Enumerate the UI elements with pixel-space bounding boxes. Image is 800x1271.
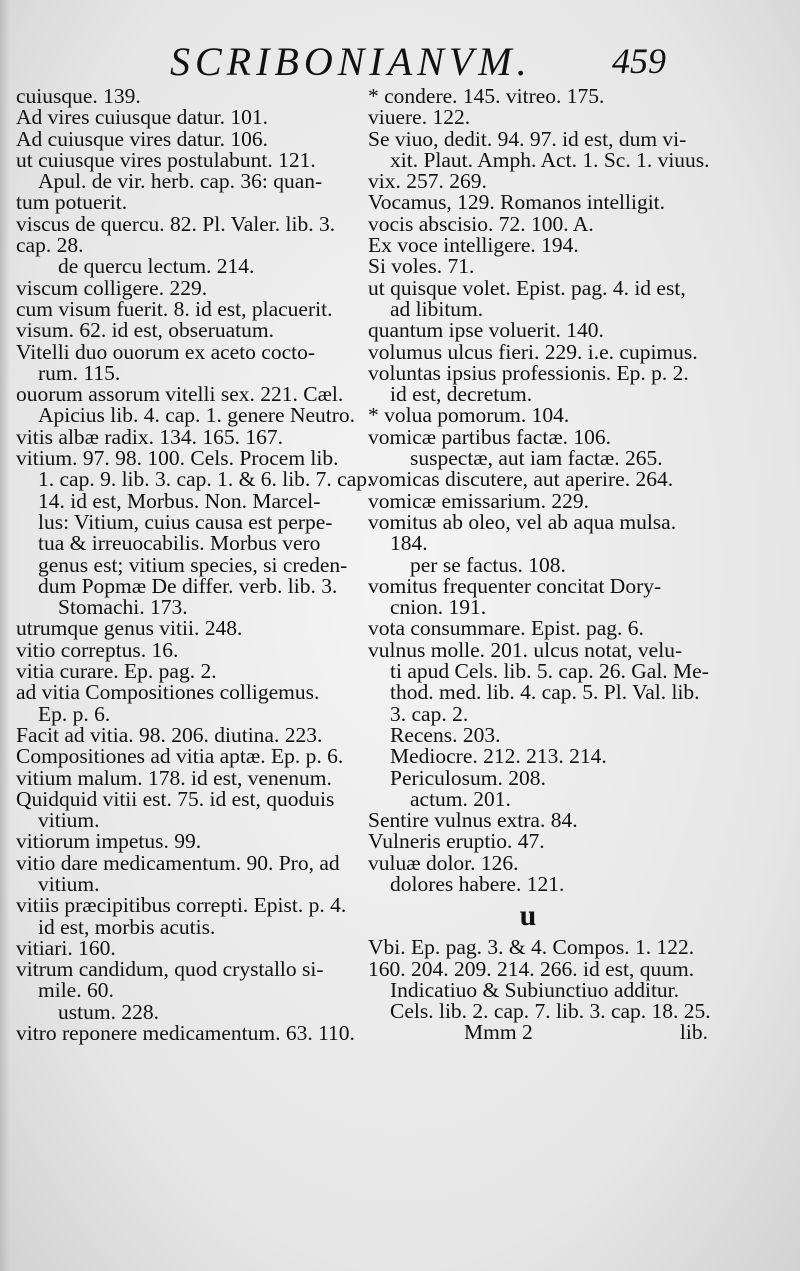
- index-line: vulnus molle. 201. ulcus notat, velu-: [368, 637, 683, 662]
- index-line: Apul. de vir. herb. cap. 36: quan-: [38, 169, 323, 194]
- index-column-right: [368, 84, 711, 1045]
- index-line: vocis abscisio. 72. 100. A.: [368, 211, 594, 236]
- index-line: Recens. 203.: [390, 722, 501, 747]
- index-line: quantum ipse voluerit. 140.: [368, 318, 604, 343]
- index-line: id est, decretum.: [390, 382, 533, 407]
- index-line: lus: Vitium, cuius causa est perpe-: [38, 509, 333, 534]
- index-line: id est, morbis acutis.: [38, 914, 216, 939]
- index-line: 14. id est, Morbus. Non. Marcel-: [38, 488, 321, 513]
- index-line: vitiis præcipitibus correpti. Epist. p. 4.: [16, 893, 347, 918]
- index-line: vota consummare. Epist. pag. 6.: [368, 616, 644, 641]
- index-line: Compositiones ad vitia aptæ. Ep. p. 6.: [16, 744, 344, 769]
- index-line: cuiusque. 139.: [16, 84, 141, 108]
- index-line: mile. 60.: [38, 978, 114, 1003]
- index-line: vitis albæ radix. 134. 165. 167.: [16, 424, 283, 449]
- index-line: 160. 204. 209. 214. 266. id est, quum.: [368, 956, 695, 981]
- index-line: tum potuerit.: [16, 190, 128, 215]
- index-line: utrumque genus vitii. 248.: [16, 616, 243, 641]
- index-line: Cels. lib. 2. cap. 7. lib. 3. cap. 18. 25.: [390, 999, 711, 1024]
- index-line: Vulneris eruptio. 47.: [368, 829, 545, 854]
- page-number: 459: [612, 41, 666, 81]
- index-line: vitium. 97. 98. 100. Cels. Procem lib.: [16, 446, 339, 471]
- index-line: vitium malum. 178. id est, venenum.: [16, 765, 332, 790]
- index-line: Vitelli duo ouorum ex aceto cocto-: [16, 339, 316, 364]
- index-line: suspectæ, aut iam factæ. 265.: [410, 446, 663, 471]
- index-line: 1. cap. 9. lib. 3. cap. 1. & 6. lib. 7. cap.: [38, 467, 373, 492]
- index-line: ad libitum.: [390, 296, 484, 321]
- signature-line: [368, 1022, 708, 1043]
- page-header: [0, 38, 800, 88]
- index-line: vitia curare. Ep. pag. 2.: [16, 659, 217, 684]
- page-edge-shadow: [0, 0, 10, 1271]
- index-line: vitiari. 160.: [16, 935, 116, 960]
- index-line: 184.: [390, 531, 428, 556]
- index-line: * condere. 145. vitreo. 175.: [368, 84, 605, 108]
- index-line: dum Popmæ De differ. verb. lib. 3.: [38, 573, 338, 598]
- index-line: * volua pomorum. 104.: [368, 403, 570, 428]
- index-line: vomicæ emissarium. 229.: [368, 488, 589, 513]
- index-line: thod. med. lib. 4. cap. 5. Pl. Val. lib.: [390, 680, 700, 705]
- index-line: Stomachi. 173.: [58, 595, 188, 620]
- index-line: ustum. 228.: [58, 999, 159, 1024]
- index-line: per se factus. 108.: [410, 552, 566, 577]
- index-line: vix. 257. 269.: [368, 169, 487, 194]
- index-line: Ex voce intelligere. 194.: [368, 233, 579, 258]
- index-line: rum. 115.: [38, 360, 121, 385]
- index-line: vomitus frequenter concitat Dory-: [368, 573, 662, 598]
- section-letter: u: [519, 899, 537, 933]
- index-line: vitio correptus. 16.: [16, 637, 179, 662]
- index-line: vitio dare medicamentum. 90. Pro, ad: [16, 850, 340, 875]
- index-line: vuluæ dolor. 126.: [368, 850, 519, 875]
- index-line: 3. cap. 2.: [390, 701, 469, 726]
- index-line: xit. Plaut. Amph. Act. 1. Sc. 1. viuus.: [390, 147, 710, 172]
- index-line: Si voles. 71.: [368, 254, 475, 279]
- index-line: Vocamus, 129. Romanos intelligit.: [368, 190, 666, 215]
- index-line: ut cuiusque vires postulabunt. 121.: [16, 147, 316, 172]
- index-line: Ad vires cuiusque datur. 101.: [16, 105, 268, 130]
- index-line: ti apud Cels. lib. 5. cap. 26. Gal. Me-: [390, 659, 709, 684]
- index-line: genus est; vitium species, si creden-: [38, 552, 348, 577]
- index-line: Periculosum. 208.: [390, 765, 546, 790]
- index-line: vitium.: [38, 808, 100, 833]
- index-line: Facit ad vitia. 98. 206. diutina. 223.: [16, 722, 323, 747]
- index-line: cum visum fuerit. 8. id est, placuerit.: [16, 296, 333, 321]
- index-line: vitium.: [38, 871, 100, 896]
- index-line: vomitus ab oleo, vel ab aqua mulsa.: [368, 509, 677, 534]
- running-head: SCRIBONIANVM.: [170, 39, 532, 84]
- index-line: vitiorum impetus. 99.: [16, 829, 202, 854]
- index-line: viuere. 122.: [368, 105, 471, 130]
- index-line: Indicatiuo & Subiunctiuo additur.: [390, 977, 680, 1002]
- index-line: ouorum assorum vitelli sex. 221. Cæl.: [16, 382, 344, 407]
- signature-mark: Mmm 2: [464, 1020, 533, 1045]
- index-line: vitrum candidum, quod crystallo si-: [16, 957, 324, 982]
- index-line: viscus de quercu. 82. Pl. Valer. lib. 3.: [16, 211, 336, 236]
- index-line: Vbi. Ep. pag. 3. & 4. Compos. 1. 122.: [368, 935, 695, 960]
- index-line: Ep. p. 6.: [38, 701, 111, 726]
- index-line: volumus ulcus fieri. 229. i.e. cupimus.: [368, 339, 698, 364]
- index-line: de quercu lectum. 214.: [58, 254, 255, 279]
- index-column-left: [16, 84, 373, 1046]
- index-line: Apicius lib. 4. cap. 1. genere Neutro.: [38, 403, 356, 428]
- index-line: Sentire vulnus extra. 84.: [368, 808, 578, 833]
- index-line: visum. 62. id est, obseruatum.: [16, 318, 274, 343]
- index-line: cnion. 191.: [390, 595, 487, 620]
- index-line: Se viuo, dedit. 94. 97. id est, dum vi-: [368, 126, 687, 151]
- index-line: vomicæ partibus factæ. 106.: [368, 424, 612, 449]
- index-line: vomicas discutere, aut aperire. 264.: [368, 467, 674, 492]
- catchword: lib.: [679, 1020, 708, 1045]
- index-line: Quidquid vitii est. 75. id est, quoduis: [16, 786, 335, 811]
- index-line: actum. 201.: [410, 786, 511, 811]
- index-line: ad vitia Compositiones colligemus.: [16, 680, 320, 705]
- index-line: vitro reponere medicamentum. 63. 110.: [16, 1021, 355, 1046]
- index-line: ut quisque volet. Epist. pag. 4. id est,: [368, 275, 686, 300]
- index-line: dolores habere. 121.: [390, 871, 565, 896]
- index-line: Mediocre. 212. 213. 214.: [390, 744, 607, 769]
- index-line: viscum colligere. 229.: [16, 275, 208, 300]
- index-line: tua & irreuocabilis. Morbus vero: [38, 531, 321, 556]
- index-line: Ad cuiusque vires datur. 106.: [16, 126, 268, 151]
- index-line: cap. 28.: [16, 233, 84, 258]
- index-line: voluntas ipsius professionis. Ep. p. 2.: [368, 360, 689, 385]
